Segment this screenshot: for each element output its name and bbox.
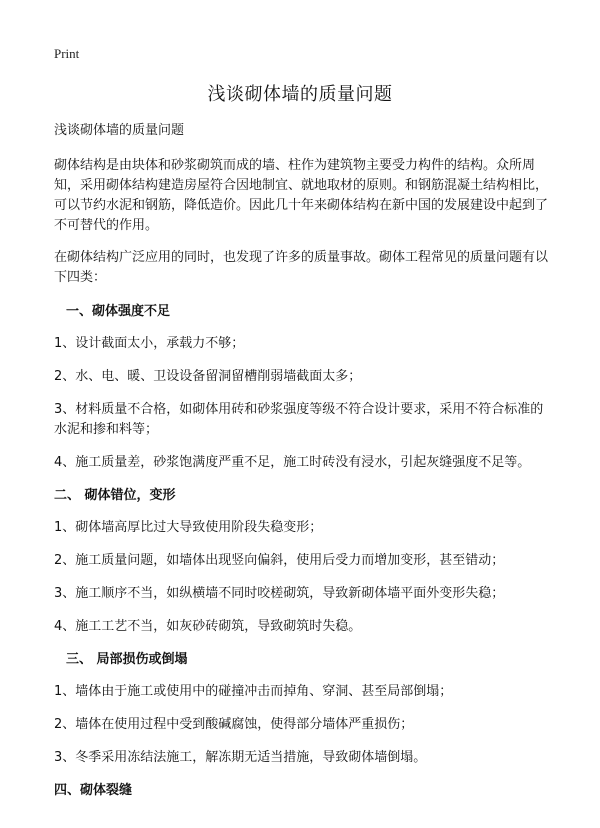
article-body — [54, 121, 552, 813]
list-item: 2、水、电、暖、卫设设备留洞留槽削弱墙截面太多； — [54, 369, 362, 384]
list-item: 4、施工质量差，砂浆饱满度严重不足，施工时砖没有浸水，引起灰缝强度不足等。 — [54, 455, 531, 470]
section-heading-2: 二、 砌体错位，变形 — [54, 488, 176, 503]
intro-paragraph-2: 在砌体结构广泛应用的同时，也发现了许多的质量事故。砌体工程常见的质量问题有以下四类： — [54, 250, 549, 285]
intro-paragraph-1: 砌体结构是由块体和砂浆砌筑而成的墙、柱作为建筑物主要受力构件的结构。众所周知，采用砌体结构建造房屋符合因地制宜、就地取材的原则。和钢筋混凝土结构相比，可以节约水泥和钢筋，降低造价。因此几十年来砌体结构在新中国的发展建设中起到了不可替代的作用。 — [54, 158, 549, 233]
print-link[interactable]: Print — [54, 46, 80, 61]
page-title: 浅谈砌体墙的质量问题 — [207, 84, 393, 105]
section-heading-4: 四、砌体裂缝 — [54, 783, 133, 798]
list-item: 2、墙体在使用过程中受到酸碱腐蚀，使得部分墙体严重损伤； — [54, 717, 414, 732]
list-item: 3、材料质量不合格，如砌体用砖和砂浆强度等级不符合设计要求，采用不符合标准的水泥和掺和料等； — [54, 402, 544, 437]
list-item: 1、设计截面太小，承载力不够； — [54, 336, 245, 351]
list-item: 1、墙体由于施工或使用中的碰撞冲击而掉角、穿洞、甚至局部倒塌； — [54, 684, 453, 699]
list-item: 3、冬季采用冻结法施工，解冻期无适当措施，导致砌体墙倒塌。 — [54, 750, 427, 765]
section-heading-1: 一、砌体强度不足 — [66, 304, 171, 319]
list-item: 1、砌体墙高厚比过大导致使用阶段失稳变形； — [54, 520, 323, 535]
list-item: 3、施工顺序不当，如纵横墙不同时咬槎砌筑，导致新砌体墙平面外变形失稳； — [54, 586, 505, 601]
list-item: 2、施工质量问题，如墙体出现竖向偏斜，使用后受力而增加变形，甚至错动； — [54, 553, 505, 568]
section-heading-3: 三、 局部损伤或倒塌 — [66, 652, 188, 667]
article-subtitle: 浅谈砌体墙的质量问题 — [54, 123, 185, 138]
list-item: 4、施工工艺不当，如灰砂砖砌筑，导致砌筑时失稳。 — [54, 619, 362, 634]
